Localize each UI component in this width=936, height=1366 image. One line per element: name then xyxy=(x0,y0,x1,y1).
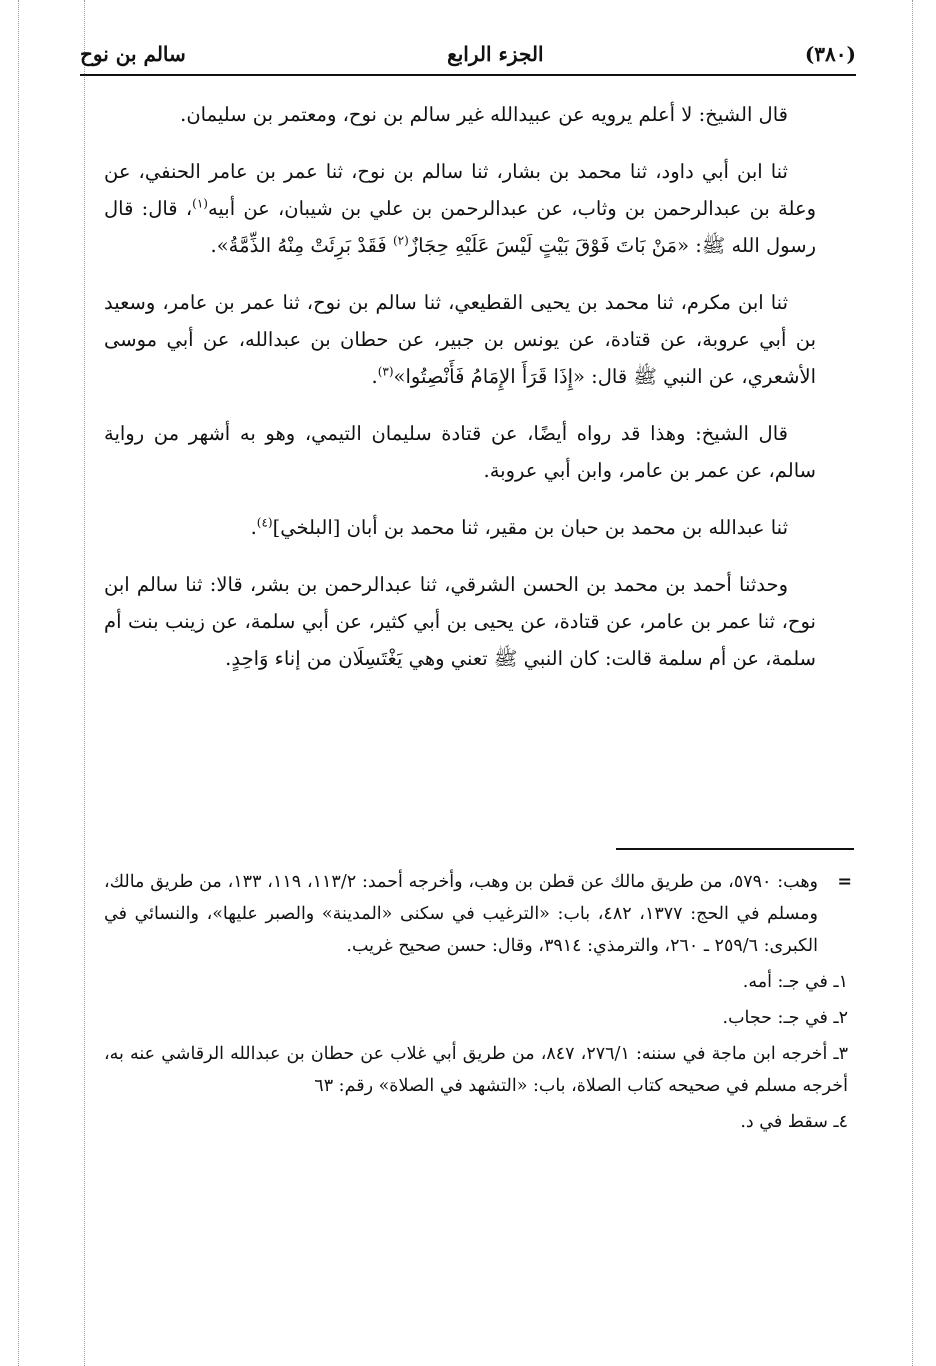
main-text xyxy=(104,96,816,697)
footnotes xyxy=(104,866,852,1142)
footnote-3: ٣ـ أخرجه ابن ماجة في سننه: ٢٧٦/١، ٨٤٧، من طريق أبي غلاب عن حطان بن عبدالله الرقاشي عنه به، أخرجه مسلم في صحيحه كتاب الصلاة، باب: «التشهد في الصلاة» رقم: ٦٣ xyxy=(104,1044,848,1096)
footnote-ref-1: (١) xyxy=(192,196,208,211)
paragraph-1: قال الشيخ: لا أعلم يرويه عن عبيدالله غير سالم بن نوح، ومعتمر بن سليمان. xyxy=(180,103,788,126)
paragraph-2-text-2: ، قال: قال رسول الله ﷺ: «مَنْ بَاتَ فَوْقَ بَيْتٍ لَيْسَ عَلَيْهِ حِجَازٌ xyxy=(104,197,816,257)
entry-name: سالم بن نوح xyxy=(80,42,186,66)
paragraph-4: قال الشيخ: وهذا قد رواه أيضًا، عن قتادة سليمان التيمي، وهو به أشهر من رواية سالم، عن عمر بن عامر، وابن أبي عروبة. xyxy=(104,422,816,482)
paragraph-5 xyxy=(104,509,816,546)
footnote-2: ٢ـ في جـ: حجاب. xyxy=(722,1008,848,1028)
scan-margin-line-left xyxy=(18,0,19,1366)
paragraph-6: وحدثنا أحمد بن محمد بن الحسن الشرقي، ثنا عبدالرحمن بن بشر، قالا: ثنا سالم ابن نوح، ثنا عمر بن عامر، عن قتادة، عن يحيى بن أبي كثير، عن أبي سلمة، عن زينب بنت أم سلمة، عن أم سلمة قالت: كان النبي ﷺ تعني وهي يَغْتَسِلَان من إناء وَاحِدٍ. xyxy=(104,573,816,670)
footnote-separator xyxy=(616,848,854,850)
scan-margin-line-right xyxy=(912,0,913,1366)
paragraph-3 xyxy=(104,284,816,395)
paragraph-3-end: . xyxy=(371,365,378,388)
paragraph-2-text-3: فَقَدْ بَرِئَتْ مِنْهُ الذِّمَّةُ». xyxy=(210,234,393,257)
volume-title: الجزء الرابع xyxy=(447,42,544,66)
footnote-4: ٤ـ سقط في د. xyxy=(740,1112,848,1132)
paragraph-3-text: ثنا ابن مكرم، ثنا محمد بن يحيى القطيعي، ثنا سالم بن نوح، ثنا عمر بن عامر، وسعيد بن أبي عروبة، عن قتادة، عن يونس بن جبير، عن حطان بن عبدالله، عن أبي موسى الأشعري، عن النبي ﷺ قال: «إِذَا قَرَأَ الإِمَامُ فَأَنْصِتُوا» xyxy=(104,291,816,388)
footnote-1: ١ـ في جـ: أمه. xyxy=(742,972,848,992)
footnote-continuation-text: وهب: ٥٧٩٠، من طريق مالك عن قطن بن وهب، وأخرجه أحمد: ١١٣/٢، ١١٩، ١٣٣، من طريق مالك، ومسلم في الحج: ١٣٧٧، ٤٨٢، باب: «الترغيب في سكنى «المدينة» والصبر عليها»، والنسائي في الكبرى: ٢٥٩/٦ ـ ٢٦٠، والترمذي: ٣٩١٤، وقال: حسن صحيح غريب. xyxy=(104,872,819,956)
continuation-mark: = xyxy=(837,872,852,892)
page-number: (٣٨٠) xyxy=(804,42,856,66)
paragraph-5-end: . xyxy=(250,516,257,539)
paragraph-2 xyxy=(104,153,816,264)
paragraph-2-text: ثنا ابن أبي داود، ثنا محمد بن بشار، ثنا سالم بن نوح، ثنا عمر بن عامر الحنفي، عن وعلة بن عبدالرحمن بن وثاب، عن عبدالرحمن بن علي بن شيبان، عن أبيه xyxy=(104,160,817,220)
running-head xyxy=(80,34,856,76)
footnote-continuation xyxy=(104,866,852,962)
paragraph-5-text: ثنا عبدالله بن محمد بن حبان بن مقير، ثنا محمد بن أبان [البلخي] xyxy=(272,516,788,539)
scan-margin-line-left-inner xyxy=(84,0,85,1366)
footnote-ref-4: (٤) xyxy=(256,515,273,530)
footnote-ref-2: (٢) xyxy=(392,233,409,248)
footnote-ref-3: (٣) xyxy=(377,364,394,379)
